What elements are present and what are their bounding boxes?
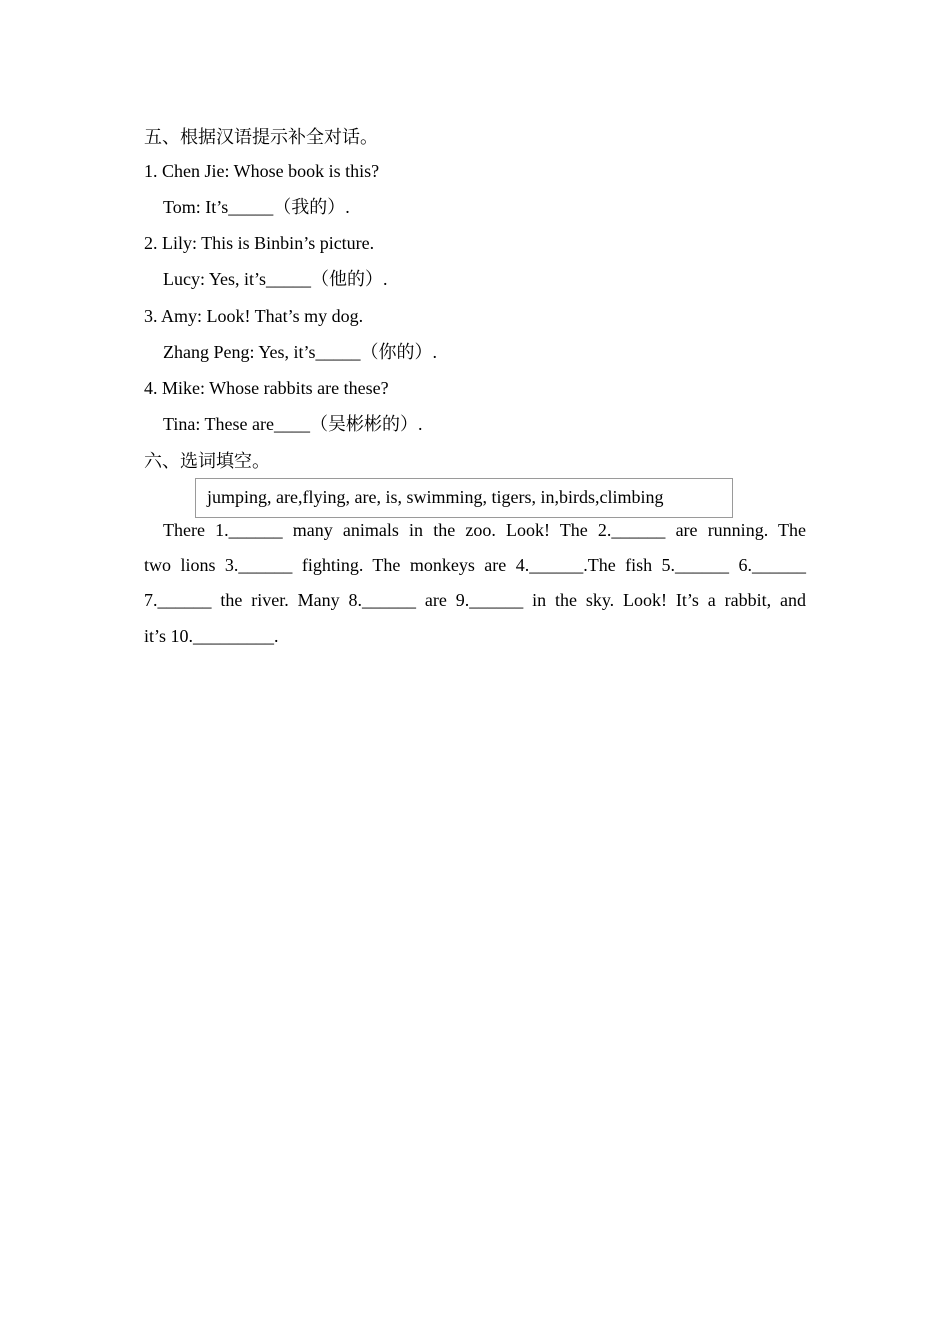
word-bank-box xyxy=(195,478,733,518)
question-2: 2. Lily: This is Binbin’s picture. xyxy=(144,233,375,253)
answer-3: Zhang Peng: Yes, it’s_____（你的）. xyxy=(163,342,438,362)
question-1: 1. Chen Jie: Whose book is this? xyxy=(144,161,380,181)
section-6-heading: 六、选词填空。 xyxy=(144,451,270,471)
answer-2: Lucy: Yes, it’s_____（他的）. xyxy=(163,269,388,289)
passage-line-3: 7.______ the river. Many 8.______ are 9.______ in the sky. Look! It’s a rabbit, and xyxy=(144,590,806,610)
section-5-heading: 五、根据汉语提示补全对话。 xyxy=(144,127,378,147)
passage-line-2: two lions 3.______ fighting. The monkeys are 4.______.The fish 5.______ 6.______ xyxy=(144,555,806,575)
word-bank-text: jumping, are,flying, are, is, swimming, tigers, in,birds,climbing xyxy=(207,487,664,507)
question-4: 4. Mike: Whose rabbits are these? xyxy=(144,378,389,398)
passage-line-4: it’s 10._________. xyxy=(144,626,279,646)
passage-line-1: There 1.______ many animals in the zoo. Look! The 2.______ are running. The xyxy=(163,520,806,540)
question-3: 3. Amy: Look! That’s my dog. xyxy=(144,306,364,326)
answer-1: Tom: It’s_____（我的）. xyxy=(163,197,350,217)
answer-4: Tina: These are____（吴彬彬的）. xyxy=(163,414,423,434)
